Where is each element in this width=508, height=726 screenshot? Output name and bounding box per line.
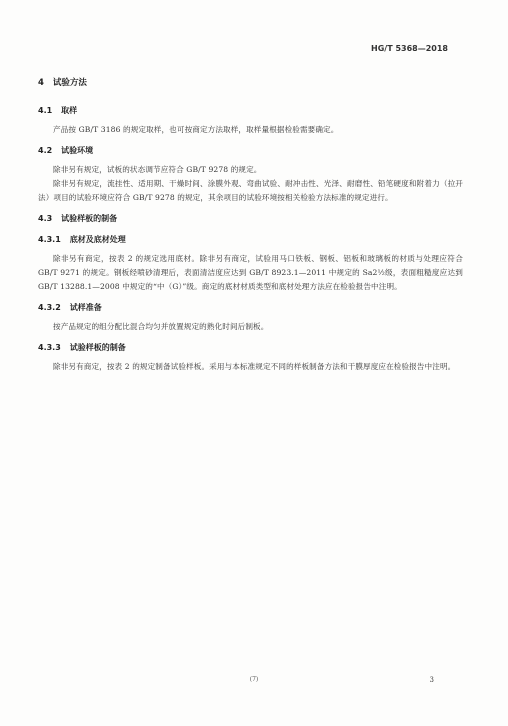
paragraph: 除非另有规定，流挂性、适用期、干燥时间、涂膜外观、弯曲试验、耐冲击性、光泽、耐磨性、铅笔硬度和附着力（拉开法）项目的试验环境应符合 GB/T 9278 的规定，其余项目的试验环境按相关检验方法标准的规定进行。 xyxy=(38,179,463,202)
section-4-heading xyxy=(38,78,463,89)
section-title: 试验样板的制备 xyxy=(69,343,126,352)
section-4-3-heading xyxy=(38,213,463,224)
section-number: 4.3 xyxy=(38,214,53,223)
section-number: 4.1 xyxy=(38,106,53,115)
standard-code: HG/T 5368—2018 xyxy=(371,44,448,53)
page-number: 3 xyxy=(429,676,434,684)
section-title: 试验方法 xyxy=(52,78,87,88)
section-title: 试验样板的制备 xyxy=(61,214,118,223)
section-4-3-2-heading xyxy=(38,302,463,313)
paragraph: 除非另有规定，试板的状态调节应符合 GB/T 9278 的规定。 xyxy=(53,165,262,174)
paragraph: 除非另有商定，按表 2 的规定制备试验样板。采用与本标准规定不同的样板制备方法和干膜厚度应在检验报告中注明。 xyxy=(53,362,456,371)
section-4-2-heading xyxy=(38,145,463,156)
section-title: 取样 xyxy=(61,106,78,115)
section-4-1-heading xyxy=(38,105,463,116)
section-title: 试验环境 xyxy=(61,146,94,155)
section-number: 4.3.1 xyxy=(38,235,61,244)
section-number: 4.2 xyxy=(38,146,53,155)
section-title: 试样准备 xyxy=(69,303,102,312)
section-4-3-3-heading xyxy=(38,342,463,353)
paragraph: 产品按 GB/T 3186 的规定取样，也可按商定方法取样，取样量根据检验需要确定。 xyxy=(53,125,339,134)
paragraph: 除非另有商定，按表 2 的规定选用底材。除非另有商定，试验用马口铁板、钢板、铝板和玻璃板的材质与处理应符合 GB/T 9271 的规定。钢板经喷砂清理后，表面清洁度应达到 GB/T 8923.1—2011 中规定的 Sa2½级，表面粗糙度应达到 GB/T 13288.1—2008 中规定的“中（G）”级。商定的底材材质类型和底材处理方法应在检验报告中注明。 xyxy=(38,254,463,291)
section-number: 4 xyxy=(38,78,44,88)
section-title: 底材及底材处理 xyxy=(69,235,126,244)
document-body xyxy=(38,78,463,382)
section-4-3-1-heading xyxy=(38,234,463,245)
section-number: 4.3.2 xyxy=(38,303,61,312)
page-mark: (7) xyxy=(249,676,259,683)
paragraph: 按产品规定的组分配比混合均匀并放置规定的熟化时间后制板。 xyxy=(53,322,269,331)
section-number: 4.3.3 xyxy=(38,343,61,352)
